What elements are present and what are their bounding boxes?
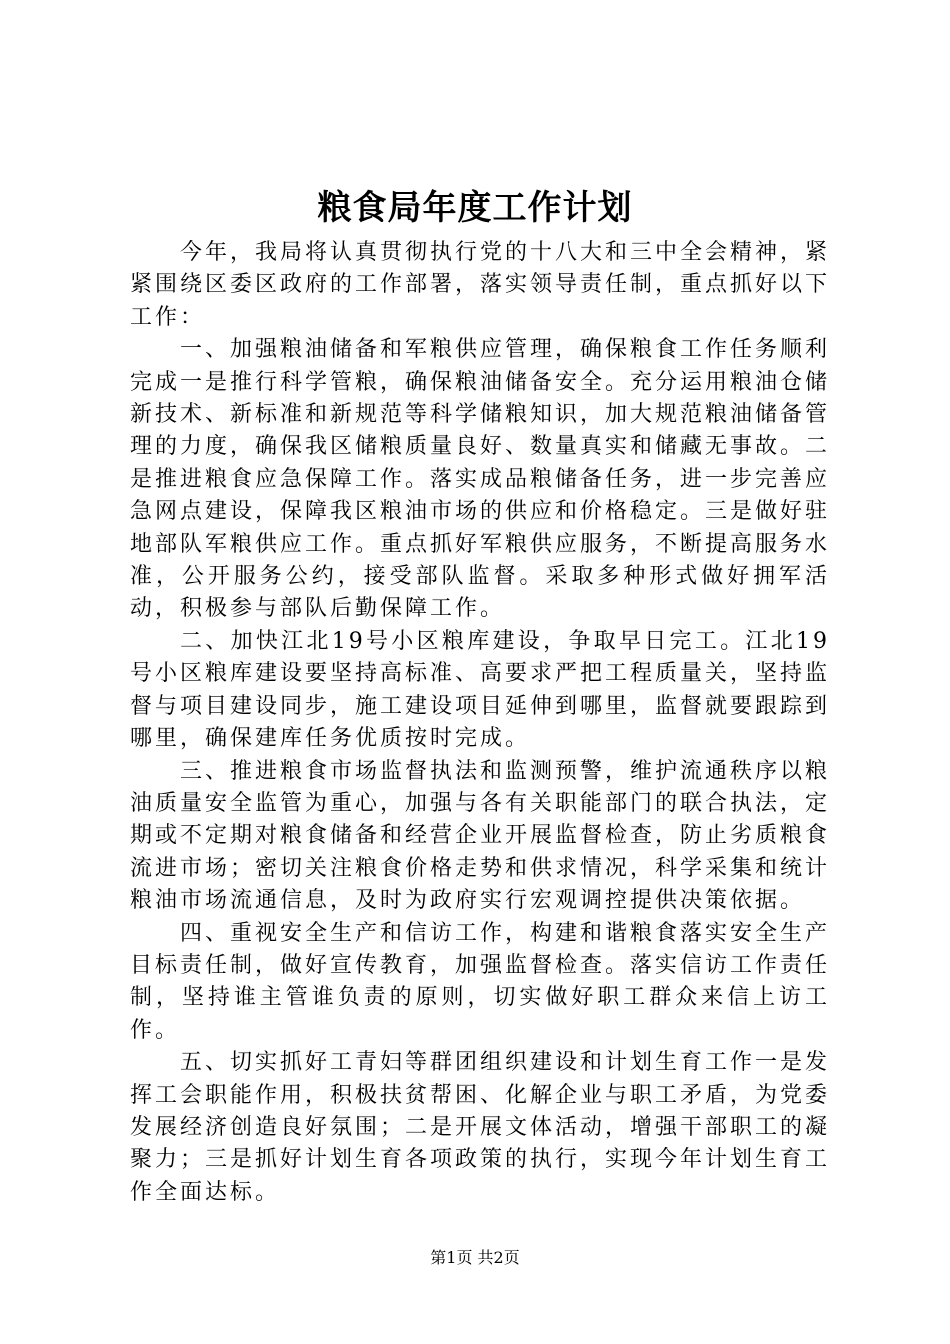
document-body — [130, 237, 830, 1209]
document-title: 粮食局年度工作计划 — [317, 188, 633, 228]
paragraph-section-3: 三、推进粮食市场监督执法和监测预警，维护流通秩序以粮油质量安全监管为重心，加强与各有关职能部门的联合执法，定期或不定期对粮食储备和经营企业开展监督检查，防止劣质粮食流进市场；密切关注粮食价格走势和供求情况，科学采集和统计粮油市场流通信息，及时为政府实行宏观调控提供决策依据。 — [130, 758, 831, 914]
paragraph-intro: 今年，我局将认真贯彻执行党的十八大和三中全会精神，紧紧围绕区委区政府的工作部署，落实领导责任制，重点抓好以下工作： — [130, 240, 831, 330]
paragraph-section-1: 一、加强粮油储备和军粮供应管理，确保粮食工作任务顺利完成一是推行科学管粮，确保粮油储备安全。充分运用粮油仓储新技术、新标准和新规范等科学储粮知识，加大规范粮油储备管理的力度，确保我区储粮质量良好、数量真实和储藏无事故。二是推进粮食应急保障工作。落实成品粮储备任务，进一步完善应急网点建设，保障我区粮油市场的供应和价格稳定。三是做好驻地部队军粮供应工作。重点抓好军粮供应服务，不断提高服务水准，公开服务公约，接受部队监督。采取多种形式做好拥军活动，积极参与部队后勤保障工作。 — [130, 337, 831, 622]
paragraph-section-4: 四、重视安全生产和信访工作，构建和谐粮食落实安全生产目标责任制，做好宣传教育，加强监督检查。落实信访工作责任制，坚持谁主管谁负责的原则，切实做好职工群众来信上访工作。 — [130, 920, 831, 1043]
paragraph-section-5: 五、切实抓好工青妇等群团组织建设和计划生育工作一是发挥工会职能作用，积极扶贫帮困、化解企业与职工矛盾，为党委发展经济创造良好氛围；二是开展文体活动，增强干部职工的凝聚力；三是抓好计划生育各项政策的执行，实现今年计划生育工作全面达标。 — [130, 1050, 831, 1205]
paragraph-section-2: 二、加快江北19号小区粮库建设，争取早日完工。江北19号小区粮库建设要坚持高标准、高要求严把工程质量关，坚持监督与项目建设同步，施工建设项目延伸到哪里，监督就要跟踪到哪里，确保建库任务优质按时完成。 — [130, 628, 831, 752]
page-number-footer: 第1页 共2页 — [430, 1248, 520, 1267]
